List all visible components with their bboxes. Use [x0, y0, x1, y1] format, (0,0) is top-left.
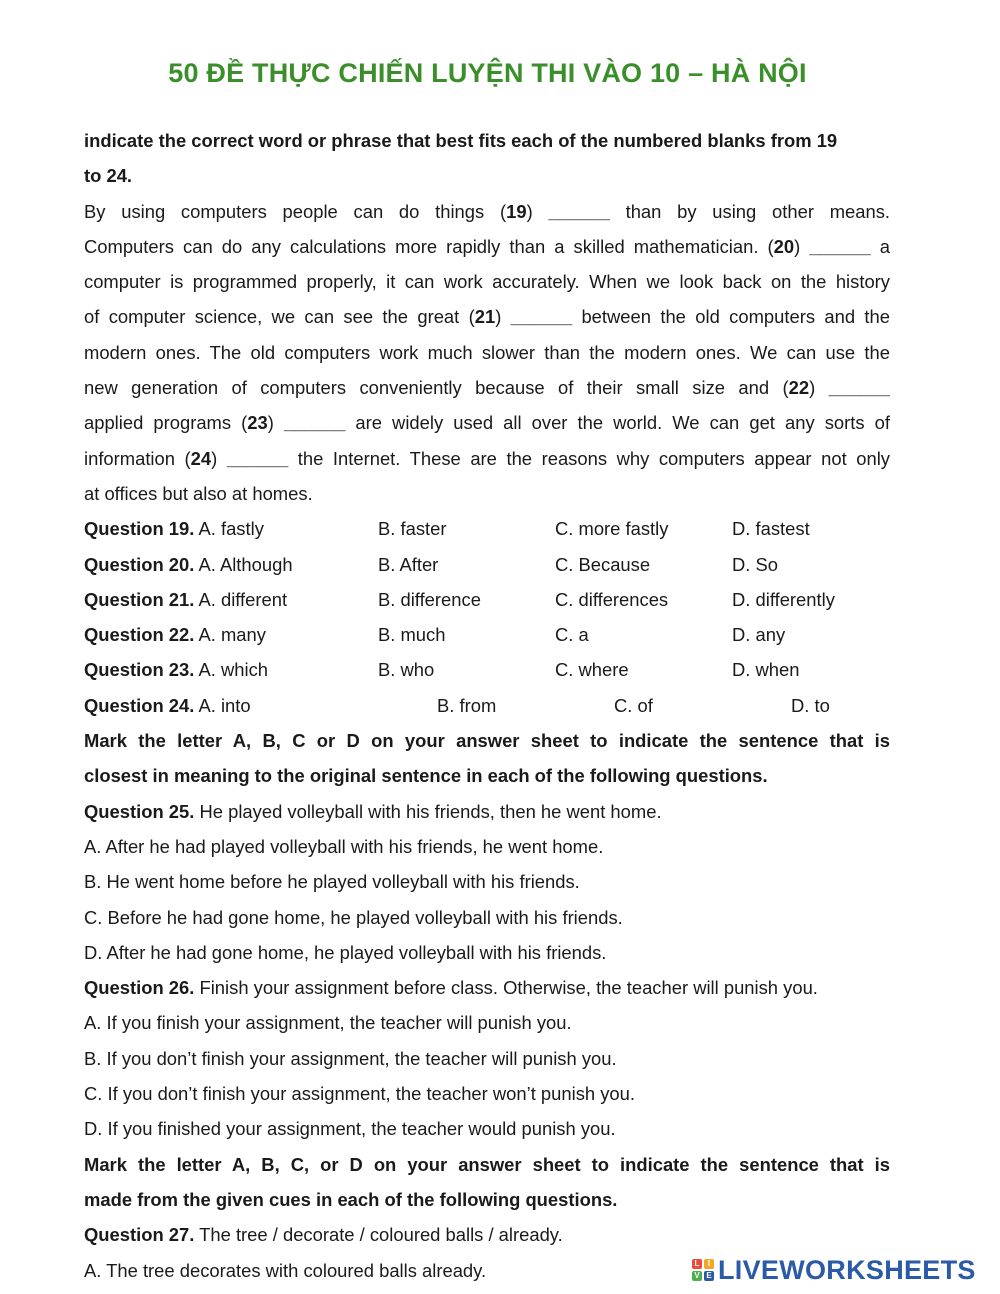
option-b[interactable]: B. much — [378, 624, 446, 646]
blank-19[interactable]: ______ — [548, 200, 610, 222]
passage-line: modern ones. The old computers work much slower than the modern ones. We can use the — [84, 341, 890, 363]
option-a[interactable]: A. into — [198, 694, 251, 716]
option-b[interactable]: B. If you don’t finish your assignment, the teacher will punish you. — [84, 1047, 617, 1069]
question-21: Question 21. A. different B. difference C. differences D. differently — [84, 582, 890, 617]
option-c[interactable]: C. of — [614, 694, 653, 716]
option-c[interactable]: C. If you don’t finish your assignment, the teacher won’t punish you. — [84, 1083, 636, 1105]
blank-20[interactable]: ______ — [809, 235, 871, 257]
option-a[interactable]: A. fastly — [198, 518, 264, 540]
option-b[interactable]: B. from — [437, 694, 497, 716]
question-24: Question 24. A. into B. from C. of D. to — [84, 688, 890, 723]
option-d[interactable]: D. when — [732, 659, 800, 681]
option-c[interactable]: C. a — [555, 624, 589, 646]
blank-23[interactable]: ______ — [283, 412, 346, 434]
section3-instruction-cont: made from the given cues in each of the following questions. — [84, 1188, 618, 1210]
option-d[interactable]: D. fastest — [732, 518, 810, 540]
option-a[interactable]: A. After he had played volleyball with his friends, he went home. — [84, 835, 604, 857]
option-a[interactable]: A. which — [198, 659, 268, 681]
question-19: Question 19. A. fastly B. faster C. more fastly D. fastest — [84, 511, 890, 546]
passage-line: computer is programmed properly, it can work accurately. When we look back on the history — [84, 271, 890, 293]
passage-line: of computer science, we can see the great (21) ______ between the old computers and the — [84, 306, 890, 328]
blank-21[interactable]: ______ — [510, 306, 573, 328]
blank-24[interactable]: ______ — [226, 447, 289, 469]
option-c[interactable]: C. Before he had gone home, he played volleyball with his friends. — [84, 906, 623, 928]
option-a[interactable]: A. If you finish your assignment, the teacher will punish you. — [84, 1012, 572, 1034]
option-c[interactable]: C. more fastly — [555, 518, 669, 540]
option-c[interactable]: C. Because — [555, 553, 651, 575]
question-25: Question 25. He played volleyball with his friends, then he went home. — [84, 800, 662, 822]
option-d[interactable]: D. So — [732, 553, 778, 575]
passage-line: at offices but also at homes. — [84, 482, 313, 504]
passage-line: information (24) ______ the Internet. These are the reasons why computers appear not only — [84, 447, 890, 469]
passage-line: applied programs (23) ______ are widely used all over the world. We can get any sorts of — [84, 412, 890, 434]
option-b[interactable]: B. After — [378, 553, 439, 575]
option-a[interactable]: A. Although — [198, 553, 293, 575]
worksheet-content — [84, 123, 890, 1288]
logo-text: LIVEWORKSHEETS — [718, 1254, 976, 1285]
section1-instruction: indicate the correct word or phrase that best fits each of the numbered blanks from 19 — [84, 130, 838, 151]
option-d[interactable]: D. If you finished your assignment, the teacher would punish you. — [84, 1118, 616, 1140]
liveworksheets-icon: L I V E — [692, 1259, 714, 1281]
option-c[interactable]: C. differences — [555, 588, 669, 610]
section2-instruction: Mark the letter A, B, C or D on your answer sheet to indicate the sentence that is — [84, 730, 890, 752]
option-a[interactable]: A. different — [198, 588, 288, 610]
section2-instruction-cont: closest in meaning to the original sentence in each of the following questions. — [84, 765, 768, 787]
liveworksheets-logo[interactable] — [692, 1256, 976, 1284]
question-22: Question 22. A. many B. much C. a D. any — [84, 617, 890, 652]
question-27: Question 27. The tree / decorate / coloured balls / already. — [84, 1224, 563, 1246]
question-23: Question 23. A. which B. who C. where D. when — [84, 652, 890, 687]
option-a[interactable]: A. many — [198, 624, 266, 646]
passage-line: new generation of computers conveniently because of their small size and (22) ______ — [84, 377, 890, 399]
page-title: 50 ĐỀ THỰC CHIẾN LUYỆN THI VÀO 10 – HÀ NỘI — [168, 58, 807, 88]
passage-line: By using computers people can do things (19) ______ than by using other means. — [84, 200, 890, 222]
blank-22[interactable]: ______ — [828, 377, 890, 399]
section3-instruction: Mark the letter A, B, C, or D on your answer sheet to indicate the sentence that is — [84, 1153, 890, 1175]
section1-instruction-cont: to 24. — [84, 165, 133, 187]
option-b[interactable]: B. difference — [378, 588, 481, 610]
option-d[interactable]: D. differently — [732, 588, 835, 610]
question-26: Question 26. Finish your assignment before class. Otherwise, the teacher will punish you. — [84, 977, 818, 999]
option-b[interactable]: B. faster — [378, 518, 447, 540]
option-d[interactable]: D. After he had gone home, he played volleyball with his friends. — [84, 941, 607, 963]
question-20: Question 20. A. Although B. After C. Because D. So — [84, 547, 890, 582]
option-a[interactable]: A. The tree decorates with coloured balls already. — [84, 1259, 487, 1281]
option-d[interactable]: D. to — [791, 694, 830, 716]
option-b[interactable]: B. who — [378, 659, 435, 681]
option-d[interactable]: D. any — [732, 624, 786, 646]
option-b[interactable]: B. He went home before he played volleyball with his friends. — [84, 871, 580, 893]
passage-line: Computers can do any calculations more rapidly than a skilled mathematician. (20) ______ a — [84, 235, 890, 257]
option-c[interactable]: C. where — [555, 659, 629, 681]
